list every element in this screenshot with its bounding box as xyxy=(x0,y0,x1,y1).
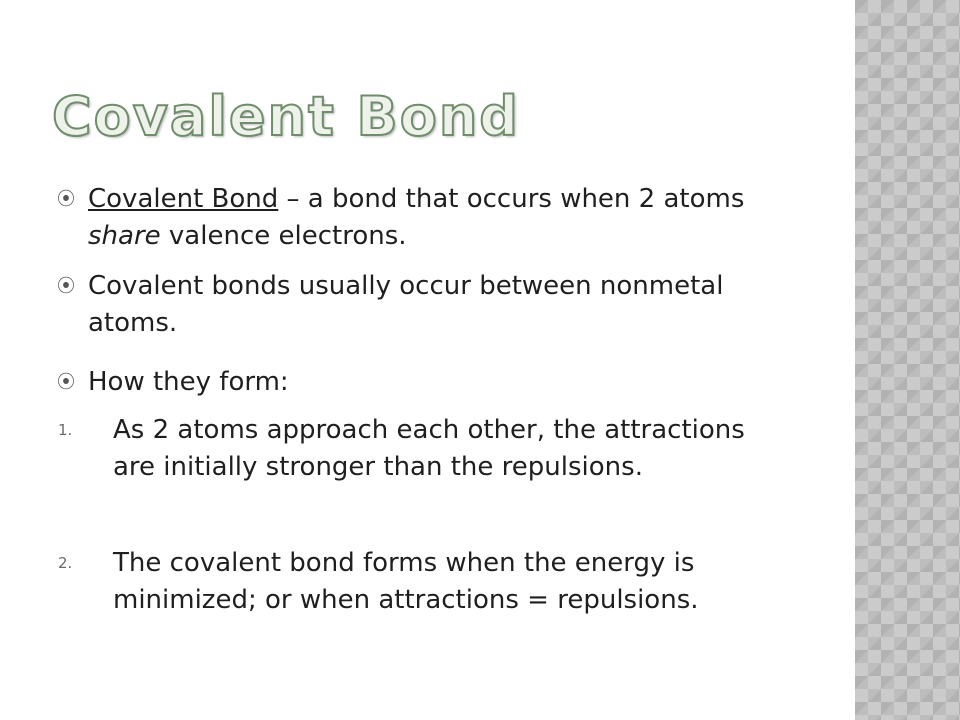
slide-title: Covalent Bond xyxy=(52,85,520,148)
term-dash: – xyxy=(278,184,308,214)
definition-pre: a bond that occurs when 2 atoms xyxy=(307,184,745,214)
bullet-marker-icon: ⦿ xyxy=(57,276,75,297)
bullet-item-how-they-form: How they form: xyxy=(88,367,289,397)
bullet-item-nonmetals: Covalent bonds usually occur between nonmetal atoms. xyxy=(88,271,724,338)
definition-post: valence electrons. xyxy=(160,221,407,251)
definition-emphasis: share xyxy=(88,221,161,251)
step-item-approach: As 2 atoms approach each other, the attractions are initially stronger than the repulsions. xyxy=(113,415,745,482)
term-covalent-bond: Covalent Bond xyxy=(88,184,279,214)
step-number: 2. xyxy=(58,554,73,572)
bullet-marker-icon: ⦿ xyxy=(57,189,75,210)
decorative-side-panel xyxy=(855,0,960,720)
step-item-forms: The covalent bond forms when the energy is minimized; or when attractions = repulsions. xyxy=(113,548,699,615)
bullet-marker-icon: ⦿ xyxy=(57,372,75,393)
bullet-item-definition xyxy=(88,181,788,255)
step-number: 1. xyxy=(58,421,73,439)
